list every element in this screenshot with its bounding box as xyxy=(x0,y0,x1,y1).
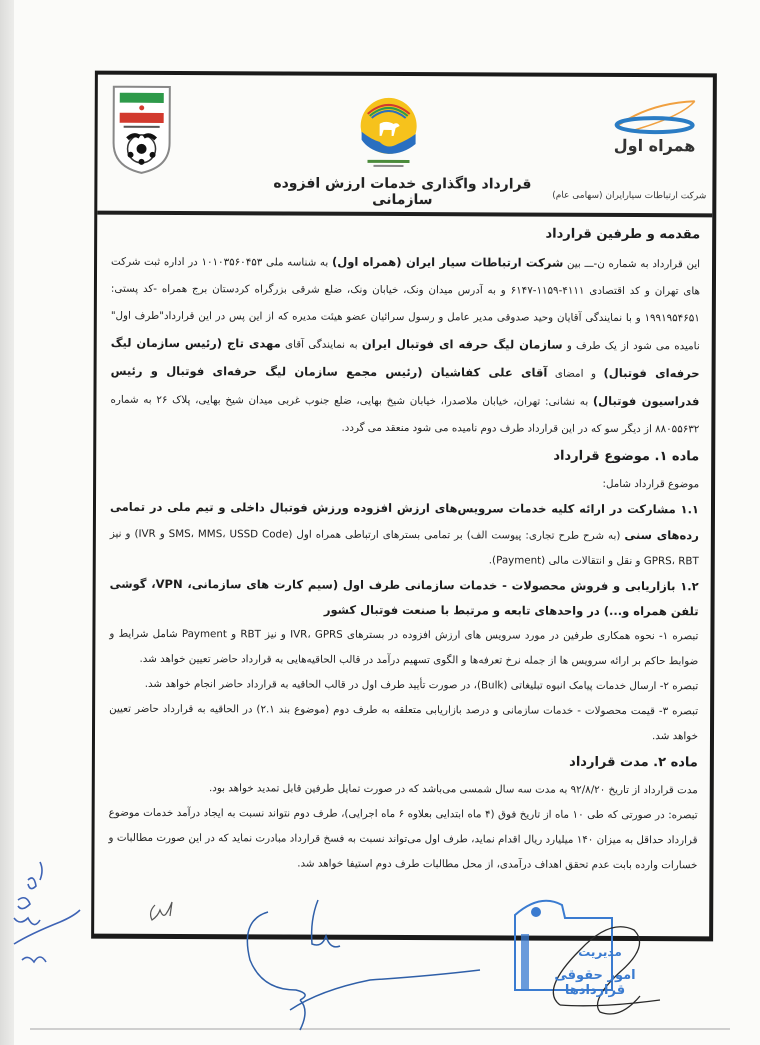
intro-text-run: به نشانی: تهران، خیابان ملاصدرا، خیابان شیخ بهایی، ضلع جنوب غربی میدان شیخ بهایی، پلاک ۲۶ به شماره ۸۸۰۵۵۶۳۲ از دیگر سو که در این قرارداد طرف دوم نامیده می شود منعقد می گردد. xyxy=(110,393,700,436)
intro-text-run: این قرارداد به شماره ن-ـــ بین xyxy=(563,257,701,271)
intro-bold-run: مهدی تاج (رئیس سازمان لیگ حرفه‌ای فوتبال) xyxy=(110,335,700,381)
hamrah-aval-logo-icon xyxy=(611,95,701,157)
document-title: قرارداد واگذاری خدمات ارزش افزوده سازمانی xyxy=(273,175,532,209)
page-bottom-edge xyxy=(30,1028,730,1030)
intro-text-run: به شناسه ملی ۱۰۱۰۳۵۶۰۴۵۳ در اداره ثبت شرکت های تهران و کد اقتصادی ۴۱۱۱-۱۱۵۹-۶۱۴۷ و به آدرس میدان ونک، خیابان ونک، ضلع شرقی بزرگراه کردستان برج همراه -کد پستی: ۱۹۹۱۹۵۴۶۵۱ و با نمایندگی آقایان وحید صدوقی مدیر عامل و رسول سرائیان عضو هیئت مدیره که از این پس در این قرارداد"طرف اول" نامیده می شود از یک طرف و xyxy=(110,255,700,353)
intro-text-run: به نمایندگی آقای xyxy=(280,338,362,351)
document-body xyxy=(108,221,700,879)
article-1-lead: موضوع قرارداد شامل: xyxy=(602,477,700,491)
intro-bold-run: آقای علی کفاشیان (رئیس مجمع سازمان لیگ حرفه‌ای فوتبال و رئیس فدراسیون فوتبال) xyxy=(110,363,700,409)
intro-bold-run: سازمان لیگ حرفه ای فوتبال ایران xyxy=(361,336,563,352)
football-federation-logo-icon xyxy=(109,83,173,175)
article-1-item-2: ۱.۲ بازاریابی و فروش محصولات - خدمات سازمانی طرف اول (سیم کارت های سازمانی، VPN، گوشی تلفن همراه و...) در واحدهای تابعه و مرتبط با صنعت فوتبال کشور xyxy=(109,576,699,619)
section-heading: مقدمه و طرفین قرارداد xyxy=(545,226,701,243)
item-1-rest: (به شرح طرح تجاری: پیوست الف) بر تمامی بسترهای ارتباطی همراه اول (SMS، MMS، USSD Code و IVR) و نیز GPRS، RBT و نقل و انتقالات مالی (Payment). xyxy=(109,527,699,568)
scan-margin xyxy=(0,0,14,1045)
section-heading: ماده ۲. مدت قرارداد xyxy=(569,754,698,771)
article-2-para-2: تبصره: در صورتی که طی ۱۰ ماه از تاریخ فوق (۴ ماه ابتدایی بعلاوه ۶ ماه اجرایی)، طرف دوم نتواند نسبت به ایجاد درآمد خدمات موضوع قرارداد حداقل به میزان ۱۴۰ میلیارد ریال اقدام نماید، طرف اول می‌تواند نسبت به فسخ قرارداد مبادرت نماید که در این صورت مطالبات و خسارات وارده بابت عدم تحقق اهداف درآمدی، از محل مطالبات طرف دوم استیفا خواهد شد. xyxy=(108,806,698,872)
intro-paragraph xyxy=(110,248,700,444)
stamp-line-2: امور حقوقی قراردادها xyxy=(554,968,636,998)
intro-text-run: و امضای xyxy=(547,367,604,380)
section-article-2 xyxy=(108,749,698,879)
section-heading: ماده ۱. موضوع قرارداد xyxy=(553,448,700,465)
section-intro xyxy=(110,221,700,444)
article-2-para-1: مدت قرارداد از تاریخ ۹۲/۸/۲۰ به مدت سه سال شمسی می‌باشد که در صورت تمایل طرفین قابل تمدید خواهد بود. xyxy=(208,782,698,797)
section-article-1 xyxy=(109,443,699,750)
article-1-item-1 xyxy=(110,495,699,575)
document-frame xyxy=(91,71,717,942)
article-1-note-3: تبصره ۳- قیمت محصولات - خدمات سازمانی و درصد بازاریابی متعلقه به طرف دوم (موضوع بند ۲.۱) در الحاقیه به قرارداد حاضر تعیین خواهد شد. xyxy=(109,702,699,743)
pro-league-logo-icon xyxy=(353,94,423,172)
stamp-line-1: مدیریت xyxy=(578,945,622,959)
article-1-note-1: تبصره ۱- نحوه همکاری طرفین در مورد سرویس های ارزش افزوده در بسترهای IVR، GPRS و نیز RBT و Payment شامل شرایط و ضوابط حاکم بر ارائه سرویس ها از جمله نرخ تعرفه‌ها و الگوی تسهیم درآمد در قالب الحاقیه‌هایی به قرارداد حاضر تعیین خواهد شد. xyxy=(109,627,699,668)
intro-bold-run: شرکت ارتباطات سیار ایران (همراه اول) xyxy=(331,254,564,270)
mci-logo-caption: همراه اول xyxy=(613,135,696,156)
item-1-bold: ۱.۱ مشارکت در ارائه کلیه خدمات سرویس‌های ارزش افزوده ورزش فوتبال داخلی و تیم ملی در تمامی رده‌های سنی xyxy=(109,499,700,543)
document-header xyxy=(97,75,713,218)
article-1-note-2: تبصره ۲- ارسال خدمات پیامک انبوه تبلیغاتی (Bulk)، در صورت تأیید طرف اول در قالب الحاقیه به قرارداد حاضر انجام خواهد شد. xyxy=(144,677,699,693)
company-header: شرکت ارتباطات سیارایران (سهامی عام) xyxy=(552,190,707,202)
